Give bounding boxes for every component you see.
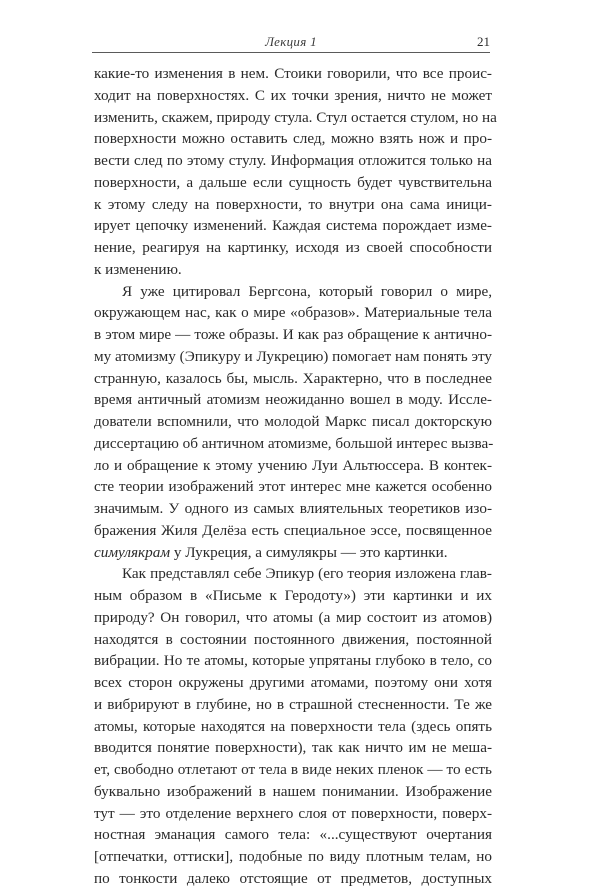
paragraph <box>94 281 492 564</box>
body-text <box>94 63 497 890</box>
paragraph <box>94 63 497 281</box>
text-line: атомы, которые находятся на поверхности тела (здесь опять <box>94 717 492 735</box>
text-line: значимым. У одного из самых влиятельных теоретиков изо- <box>94 500 492 517</box>
page-number: 21 <box>477 34 490 49</box>
text-line: ходит на поверхностях. С их точки зрения, ничто не может <box>94 86 492 104</box>
text-line: к изменению. <box>94 260 182 278</box>
text-line: какие-то изменения в нем. Стоики говорили, что все проис- <box>94 65 492 82</box>
text-line: находятся в состоянии постоянного движения, постоянной <box>94 630 492 648</box>
text-line: ло и обращение к этому учению Луи Альтюссера. В контек- <box>94 456 492 474</box>
emphasis: симулякрам <box>94 543 171 561</box>
text-line: ностная эманация самого тела: «...существуют очертания <box>94 826 492 844</box>
text-line: и вибрируют в глубине, но в страшной стесненности. Те же <box>94 695 492 713</box>
text-line: изменить, скажем, природу стула. Стул остается стулом, но на <box>94 108 497 126</box>
text-line: окружающем нас, как о мире «образов». Материальные тела <box>94 304 492 322</box>
text-line: вести след по этому стулу. Информация отложится только на <box>94 152 492 169</box>
text-line: симулякрам у Лукреция, а симулякры — это картинки. <box>94 543 448 561</box>
text-line: Я уже цитировал Бергсона, который говорил о мире, <box>122 282 492 300</box>
text-line: сте теории изображений этот интерес мне кажется особенно <box>94 478 492 496</box>
text-line: всех сторон окружены другими атомами, поэтому они хотя <box>94 674 492 691</box>
text-line: Как представлял себе Эпикур (его теория изложена глав- <box>122 565 492 583</box>
text-line: время античный атомизм неожиданно вошел в моду. Иссле- <box>94 391 492 409</box>
text-line: дователи вспомнили, что молодой Маркс писал докторскую <box>94 413 492 430</box>
text-line: ирует цепочку изменений. Каждая система порождает изме- <box>94 217 492 235</box>
text-line: диссертацию об античном атомизме, большой интерес вызва- <box>94 434 494 452</box>
paragraph <box>94 563 492 889</box>
text-line: к этому следу на поверхности, то внутри она сама иници- <box>94 195 492 213</box>
text-line: поверхности, а дальше если сущность будет чувствительна <box>94 173 492 191</box>
text-line: в этом мире — тоже образы. И как раз обращение к антично- <box>94 326 492 343</box>
text-line: нение, реагируя на картинку, исходя из своей способности <box>94 239 492 256</box>
text-line: поверхности можно оставить след, можно взять нож и про- <box>94 130 492 148</box>
text-line: ным образом в «Письме к Геродоту») эти картинки и их <box>94 587 492 604</box>
text-line: вводится понятие поверхности), так как ничто им не меша- <box>94 739 492 757</box>
text-line: буквально изображений в нашем понимании. Изображение <box>94 782 492 800</box>
text-line: ет, свободно отлетают от тела в виде неких пленок — то есть <box>94 761 492 778</box>
running-head <box>92 34 490 53</box>
running-title: Лекция 1 <box>265 34 317 49</box>
text-line: му атомизму (Эпикуру и Лукрецию) помогает нам понять эту <box>94 347 492 365</box>
text-line: по тонкости далеко отстоящие от предметов, доступных <box>94 869 492 887</box>
text-line: природу? Он говорил, что атомы (а мир состоит из атомов) <box>94 608 492 626</box>
text-line: странную, казалось бы, мысль. Характерно, что в последнее <box>94 369 492 387</box>
text-line: вибрации. Но те атомы, которые упрятаны глубоко в тело, со <box>94 652 492 670</box>
text-line: тут — это отделение верхнего слоя от поверхности, поверх- <box>94 804 492 822</box>
text-line: бражения Жиля Делёза есть специальное эссе, посвященное <box>94 521 492 539</box>
text-line: [отпечатки, оттиски], подобные по виду плотным телам, но <box>94 848 492 865</box>
